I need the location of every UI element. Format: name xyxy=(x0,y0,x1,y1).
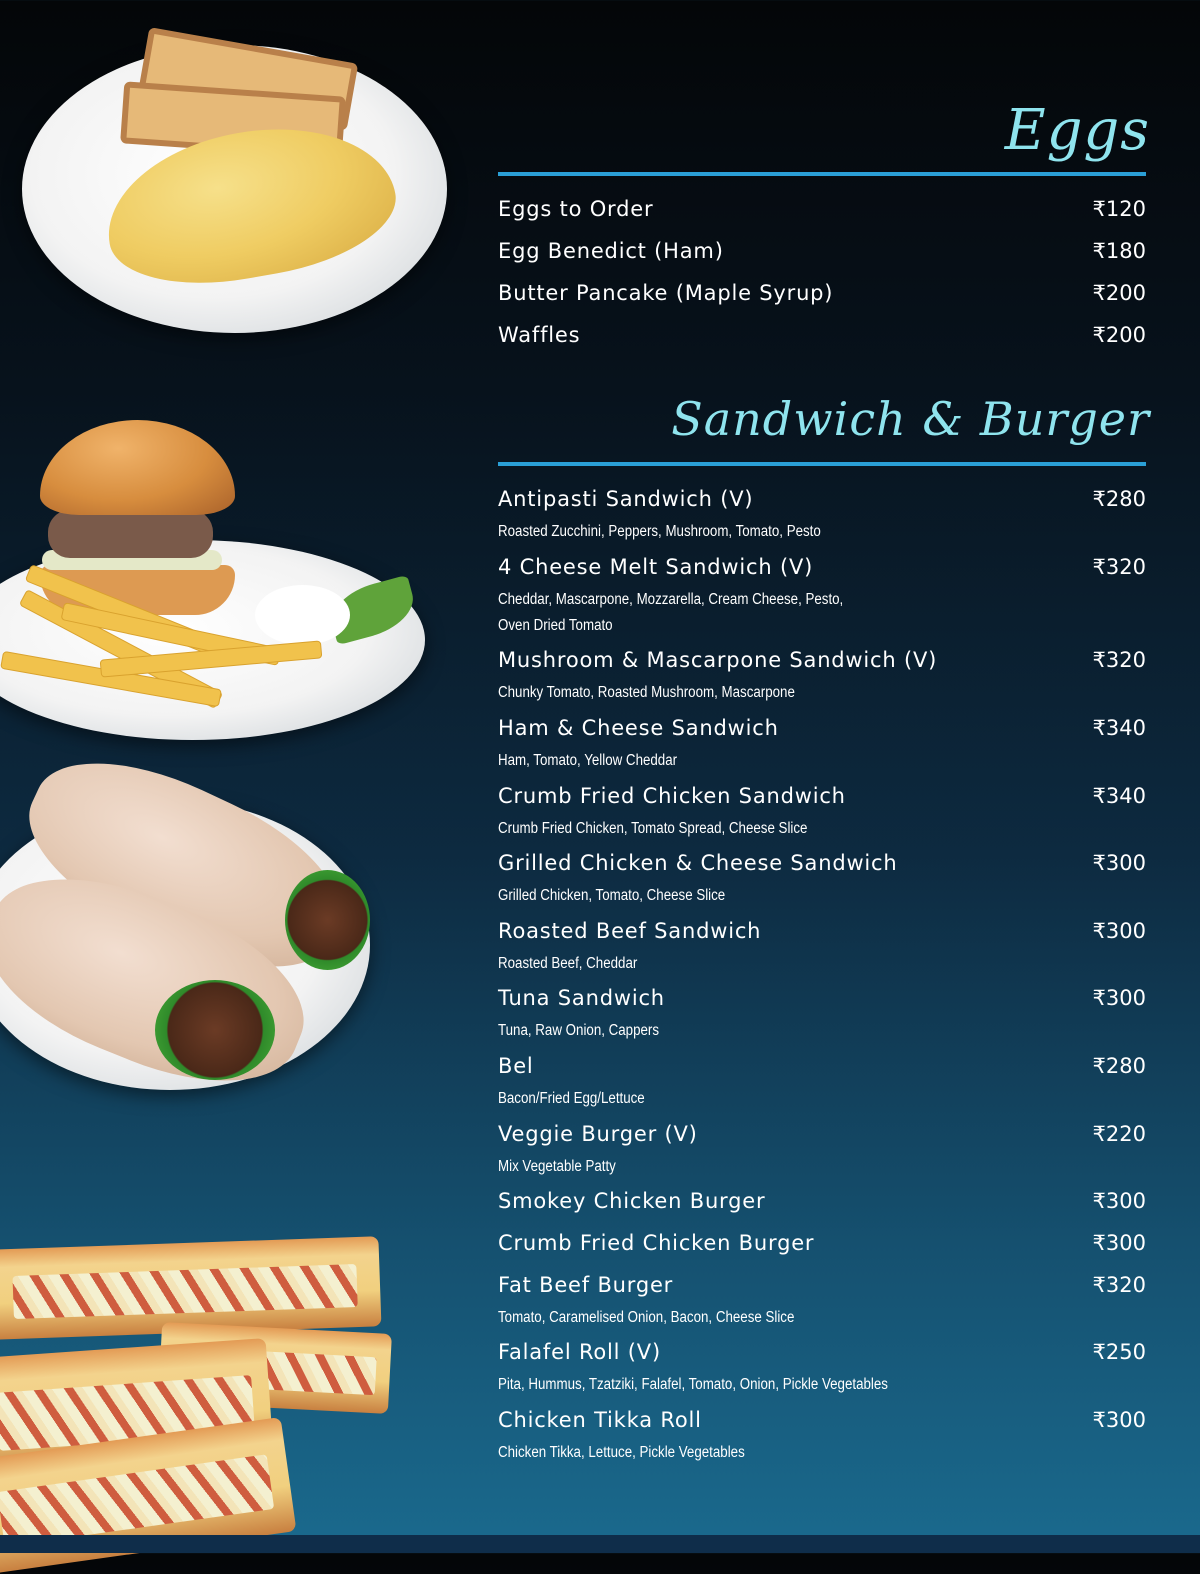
menu-item-price: ₹300 xyxy=(1092,986,1146,1010)
menu-item-name: Chicken Tikka Roll xyxy=(498,1408,702,1432)
menu-item-description: Bacon/Fried Egg/Lettuce xyxy=(498,1090,645,1107)
menu-item-name: Butter Pancake (Maple Syrup) xyxy=(498,281,834,305)
menu-item-price: ₹300 xyxy=(1092,919,1146,943)
menu-item-description: Tuna, Raw Onion, Cappers xyxy=(498,1022,660,1039)
omelette-plate-image xyxy=(22,45,447,333)
menu-item-description: Roasted Zucchini, Peppers, Mushroom, Tomato, Pesto xyxy=(498,523,821,540)
menu-item-description: Pita, Hummus, Tzatziki, Falafel, Tomato, Onion, Pickle Vegetables xyxy=(498,1376,888,1393)
menu-item-name: Antipasti Sandwich (V) xyxy=(498,487,754,511)
menu-item-description: Roasted Beef, Cheddar xyxy=(498,955,638,972)
menu-item-price: ₹320 xyxy=(1092,1273,1146,1297)
menu-item-name: Grilled Chicken & Cheese Sandwich xyxy=(498,851,898,875)
menu-item-name: Tuna Sandwich xyxy=(498,986,665,1010)
menu-item-price: ₹200 xyxy=(1092,323,1146,347)
menu-item-name: Waffles xyxy=(498,323,581,347)
footer-strip xyxy=(0,1535,1200,1553)
menu-item-name: Egg Benedict (Ham) xyxy=(498,239,724,263)
menu-item-price: ₹320 xyxy=(1092,555,1146,579)
menu-item-description: Chunky Tomato, Roasted Mushroom, Mascarpone xyxy=(498,684,795,701)
menu-item-price: ₹120 xyxy=(1092,197,1146,221)
menu-item-description: Grilled Chicken, Tomato, Cheese Slice xyxy=(498,887,726,904)
menu-item-price: ₹250 xyxy=(1092,1340,1146,1364)
menu-item-price: ₹280 xyxy=(1092,1054,1146,1078)
menu-item-price: ₹320 xyxy=(1092,648,1146,672)
menu-item-description: Oven Dried Tomato xyxy=(498,617,613,634)
burger-patty xyxy=(48,510,213,558)
eggs-section-title: Eggs xyxy=(1004,98,1150,163)
menu-item-description: Crumb Fried Chicken, Tomato Spread, Cheese Slice xyxy=(498,820,808,837)
wrap-filling xyxy=(155,980,275,1080)
menu-item-price: ₹300 xyxy=(1092,1408,1146,1432)
menu-item-name: Crumb Fried Chicken Sandwich xyxy=(498,784,846,808)
menu-item-name: 4 Cheese Melt Sandwich (V) xyxy=(498,555,814,579)
sandwich-burger-section-title: Sandwich & Burger xyxy=(671,392,1150,446)
menu-item-price: ₹300 xyxy=(1092,851,1146,875)
menu-item-price: ₹300 xyxy=(1092,1189,1146,1213)
menu-item-name: Fat Beef Burger xyxy=(498,1273,674,1297)
menu-item-name: Roasted Beef Sandwich xyxy=(498,919,762,943)
sandwich-burger-section-divider xyxy=(498,462,1146,466)
menu-item-price: ₹220 xyxy=(1092,1122,1146,1146)
menu-item-description: Chicken Tikka, Lettuce, Pickle Vegetables xyxy=(498,1444,745,1461)
coleslaw xyxy=(255,585,350,645)
menu-item-price: ₹280 xyxy=(1092,487,1146,511)
menu-item-price: ₹300 xyxy=(1092,1231,1146,1255)
menu-item-name: Mushroom & Mascarpone Sandwich (V) xyxy=(498,648,938,672)
menu-item-description: Cheddar, Mascarpone, Mozzarella, Cream Cheese, Pesto, xyxy=(498,591,844,608)
menu-item-name: Ham & Cheese Sandwich xyxy=(498,716,779,740)
eggs-section-divider xyxy=(498,172,1146,176)
menu-item-description: Ham, Tomato, Yellow Cheddar xyxy=(498,752,678,769)
wrap-plate-image xyxy=(0,770,380,1095)
burger-bun-top xyxy=(40,420,235,515)
menu-item-name: Veggie Burger (V) xyxy=(498,1122,698,1146)
menu-item-name: Falafel Roll (V) xyxy=(498,1340,661,1364)
menu-item-name: Bel xyxy=(498,1054,534,1078)
wrap-filling xyxy=(285,870,370,970)
grilled-sandwich-image xyxy=(0,1238,400,1553)
menu-item-name: Crumb Fried Chicken Burger xyxy=(498,1231,815,1255)
menu-item-description: Tomato, Caramelised Onion, Bacon, Cheese Slice xyxy=(498,1309,795,1326)
menu-item-description: Mix Vegetable Patty xyxy=(498,1158,616,1175)
burger-plate-image xyxy=(0,400,430,745)
menu-item-name: Eggs to Order xyxy=(498,197,654,221)
menu-item-price: ₹180 xyxy=(1092,239,1146,263)
menu-item-name: Smokey Chicken Burger xyxy=(498,1189,766,1213)
menu-item-price: ₹200 xyxy=(1092,281,1146,305)
menu-item-price: ₹340 xyxy=(1092,716,1146,740)
menu-item-price: ₹340 xyxy=(1092,784,1146,808)
